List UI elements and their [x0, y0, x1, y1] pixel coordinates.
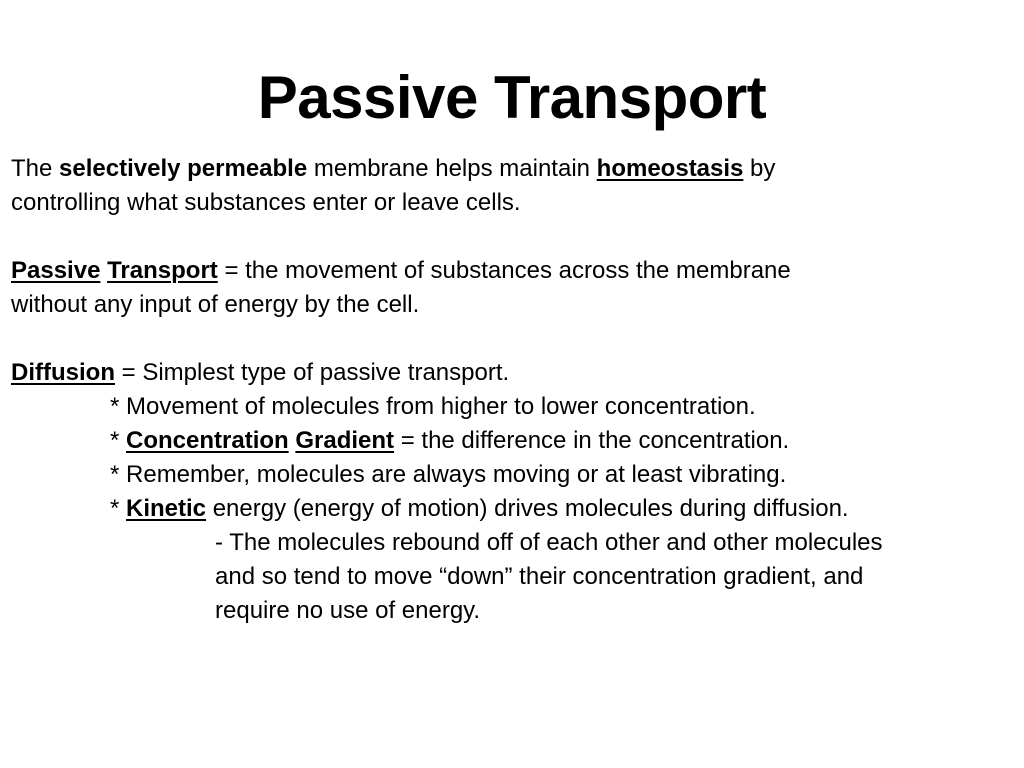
slide-body: [11, 152, 1019, 628]
bullet-remember: * Remember, molecules are always moving or at least vibrating.: [110, 461, 787, 488]
intro-text-1: The: [11, 155, 60, 182]
term-concentration: Concentration: [126, 427, 289, 454]
term-passive: Passive: [11, 257, 101, 284]
slide-title: Passive Transport: [257, 64, 767, 131]
term-kinetic: Kinetic: [126, 495, 207, 522]
bullet-kinetic: [11, 492, 1019, 526]
sub-point-line-1: - The molecules rebound off of each other and other molecules: [215, 529, 883, 556]
intro-text-2: membrane helps maintain: [307, 155, 597, 182]
spacer: [11, 322, 1019, 356]
intro-line-1: [11, 152, 1019, 186]
term-transport: Transport: [107, 257, 218, 284]
passive-definition: = the movement of substances across the membrane: [217, 257, 791, 284]
gradient-definition: = the difference in the concentration.: [394, 427, 790, 454]
passive-line-2: without any input of energy by the cell.: [11, 291, 420, 318]
intro-line-2: controlling what substances enter or leave cells.: [11, 189, 521, 216]
bullet-marker: *: [110, 495, 127, 522]
sub-point-line-3: require no use of energy.: [215, 597, 481, 624]
sub-point-line-2: and so tend to move “down” their concentration gradient, and: [215, 563, 864, 590]
term-diffusion: Diffusion: [11, 359, 115, 386]
term-homeostasis: homeostasis: [596, 155, 744, 182]
term-gradient: Gradient: [295, 427, 395, 454]
kinetic-definition: energy (energy of motion) drives molecules during diffusion.: [206, 495, 849, 522]
diffusion-definition: = Simplest type of passive transport.: [114, 359, 510, 386]
diffusion-line: [11, 356, 1019, 390]
bullet-movement: * Movement of molecules from higher to lower concentration.: [110, 393, 756, 420]
passive-line-1: [11, 254, 1019, 288]
spacer: [11, 220, 1019, 254]
bullet-marker: *: [110, 427, 127, 454]
bullet-concentration-gradient: [11, 424, 1019, 458]
term-selectively-permeable: selectively permeable: [59, 155, 308, 182]
intro-text-3: by: [743, 155, 776, 182]
